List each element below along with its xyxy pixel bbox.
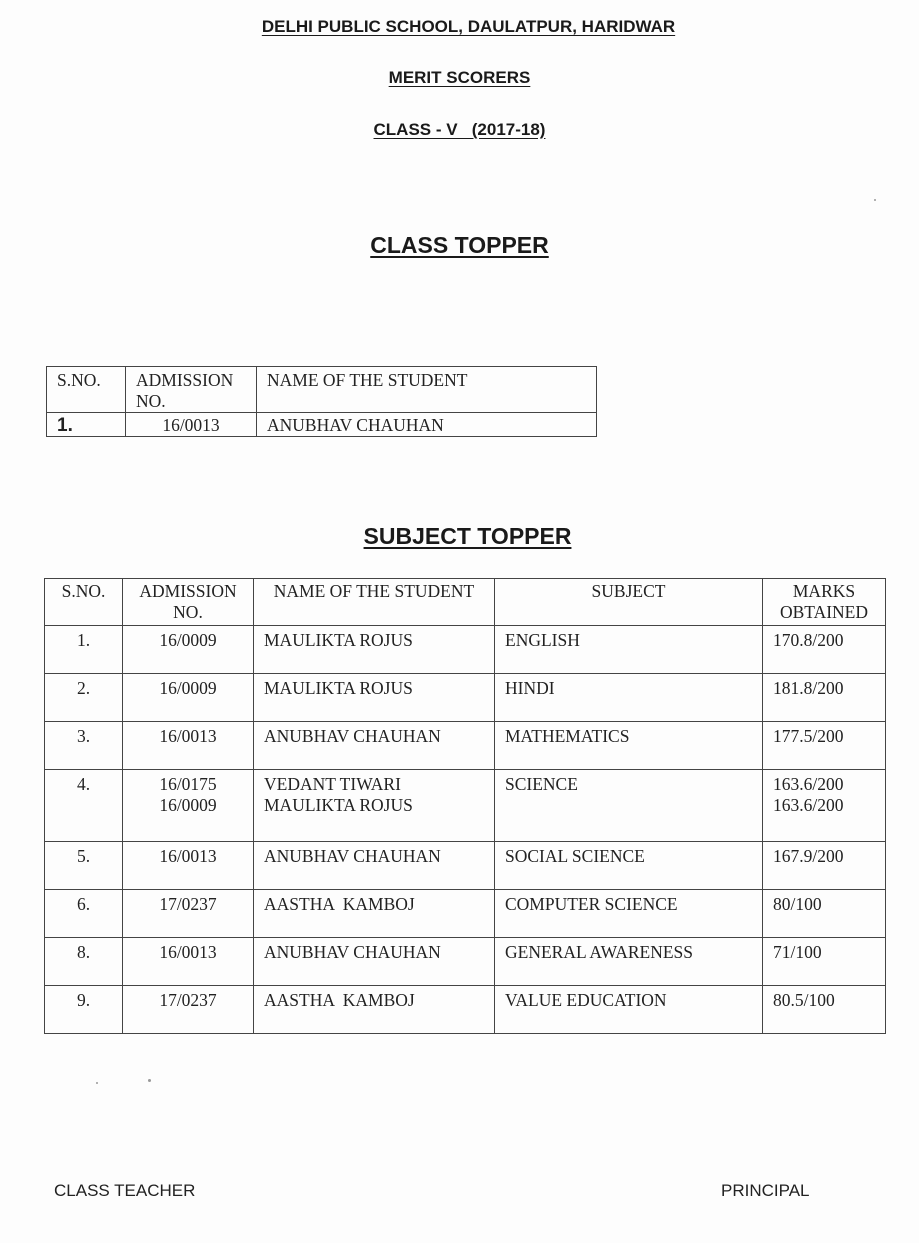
table-row <box>45 938 886 986</box>
serial-number: 1. <box>47 413 126 437</box>
student-name: AASTHA KAMBOJ <box>254 986 495 1034</box>
marks-obtained: 177.5/200 <box>763 722 886 770</box>
subject-name: SOCIAL SCIENCE <box>495 842 763 890</box>
marks-obtained: 163.6/200 <box>773 795 844 815</box>
subject-name: VALUE EDUCATION <box>495 986 763 1034</box>
marks-obtained: 167.9/200 <box>763 842 886 890</box>
student-name: AASTHA KAMBOJ <box>254 890 495 938</box>
subject-name: SCIENCE <box>495 770 763 842</box>
admission-number: 16/0009 <box>123 626 254 674</box>
school-name: DELHI PUBLIC SCHOOL, DAULATPUR, HARIDWAR <box>261 17 676 36</box>
serial-number: 2. <box>45 674 123 722</box>
marks-obtained: 71/100 <box>763 938 886 986</box>
serial-number: 3. <box>45 722 123 770</box>
admission-number: 16/0013 <box>123 938 254 986</box>
student-name: ANUBHAV CHAUHAN <box>254 842 495 890</box>
marks-obtained: 80.5/100 <box>763 986 886 1034</box>
class-topper-heading: CLASS TOPPER <box>370 232 549 258</box>
class-session: CLASS - V (2017-18) <box>373 120 546 139</box>
table-row <box>45 986 886 1034</box>
admission-number-cell <box>123 770 254 842</box>
serial-number: 6. <box>45 890 123 938</box>
column-header-marks: MARKS OBTAINED <box>763 579 886 626</box>
serial-number: 8. <box>45 938 123 986</box>
column-header-sno: S.NO. <box>45 579 123 626</box>
student-name: VEDANT TIWARI <box>264 774 401 794</box>
subject-name: GENERAL AWARENESS <box>495 938 763 986</box>
admission-number: 16/0013 <box>123 722 254 770</box>
column-header-sno: S.NO. <box>47 367 126 413</box>
subject-name: HINDI <box>495 674 763 722</box>
table-row <box>45 674 886 722</box>
table-header-row <box>45 579 886 626</box>
principal-signature-label: PRINCIPAL <box>721 1181 810 1200</box>
table-row <box>45 722 886 770</box>
student-name: ANUBHAV CHAUHAN <box>254 722 495 770</box>
marks-obtained: 170.8/200 <box>763 626 886 674</box>
subject-topper-heading: SUBJECT TOPPER <box>363 523 572 549</box>
class-topper-table <box>46 366 597 437</box>
subject-name: MATHEMATICS <box>495 722 763 770</box>
student-name-cell <box>254 770 495 842</box>
marks-obtained-cell <box>763 770 886 842</box>
column-header-admission: ADMISSION NO. <box>126 367 257 413</box>
class-teacher-signature-label: CLASS TEACHER <box>54 1181 196 1200</box>
admission-number: 16/0013 <box>126 413 257 437</box>
marks-obtained: 181.8/200 <box>763 674 886 722</box>
scan-speck <box>148 1079 151 1082</box>
student-name: ANUBHAV CHAUHAN <box>254 938 495 986</box>
scan-speck <box>874 199 876 201</box>
admission-number: 17/0237 <box>123 986 254 1034</box>
scan-speck <box>96 1082 98 1084</box>
table-row <box>45 770 886 842</box>
table-row <box>47 413 597 437</box>
table-row <box>45 890 886 938</box>
subject-name: ENGLISH <box>495 626 763 674</box>
student-name: MAULIKTA ROJUS <box>254 626 495 674</box>
admission-number: 16/0009 <box>159 795 217 815</box>
column-header-name: NAME OF THE STUDENT <box>257 367 597 413</box>
subject-name: COMPUTER SCIENCE <box>495 890 763 938</box>
student-name: ANUBHAV CHAUHAN <box>257 413 597 437</box>
serial-number: 1. <box>45 626 123 674</box>
student-name: MAULIKTA ROJUS <box>254 674 495 722</box>
column-header-admission: ADMISSION NO. <box>123 579 254 626</box>
subject-topper-table <box>44 578 886 1034</box>
column-header-name: NAME OF THE STUDENT <box>254 579 495 626</box>
marks-obtained: 163.6/200 <box>773 774 844 794</box>
table-row <box>45 842 886 890</box>
serial-number: 4. <box>45 770 123 842</box>
document-subtitle: MERIT SCORERS <box>388 68 531 87</box>
student-name: MAULIKTA ROJUS <box>264 795 413 815</box>
admission-number: 17/0237 <box>123 890 254 938</box>
admission-number: 16/0013 <box>123 842 254 890</box>
table-header-row <box>47 367 597 413</box>
table-row <box>45 626 886 674</box>
admission-number: 16/0009 <box>123 674 254 722</box>
serial-number: 9. <box>45 986 123 1034</box>
marks-obtained: 80/100 <box>763 890 886 938</box>
column-header-subject: SUBJECT <box>495 579 763 626</box>
admission-number: 16/0175 <box>159 774 217 794</box>
serial-number: 5. <box>45 842 123 890</box>
